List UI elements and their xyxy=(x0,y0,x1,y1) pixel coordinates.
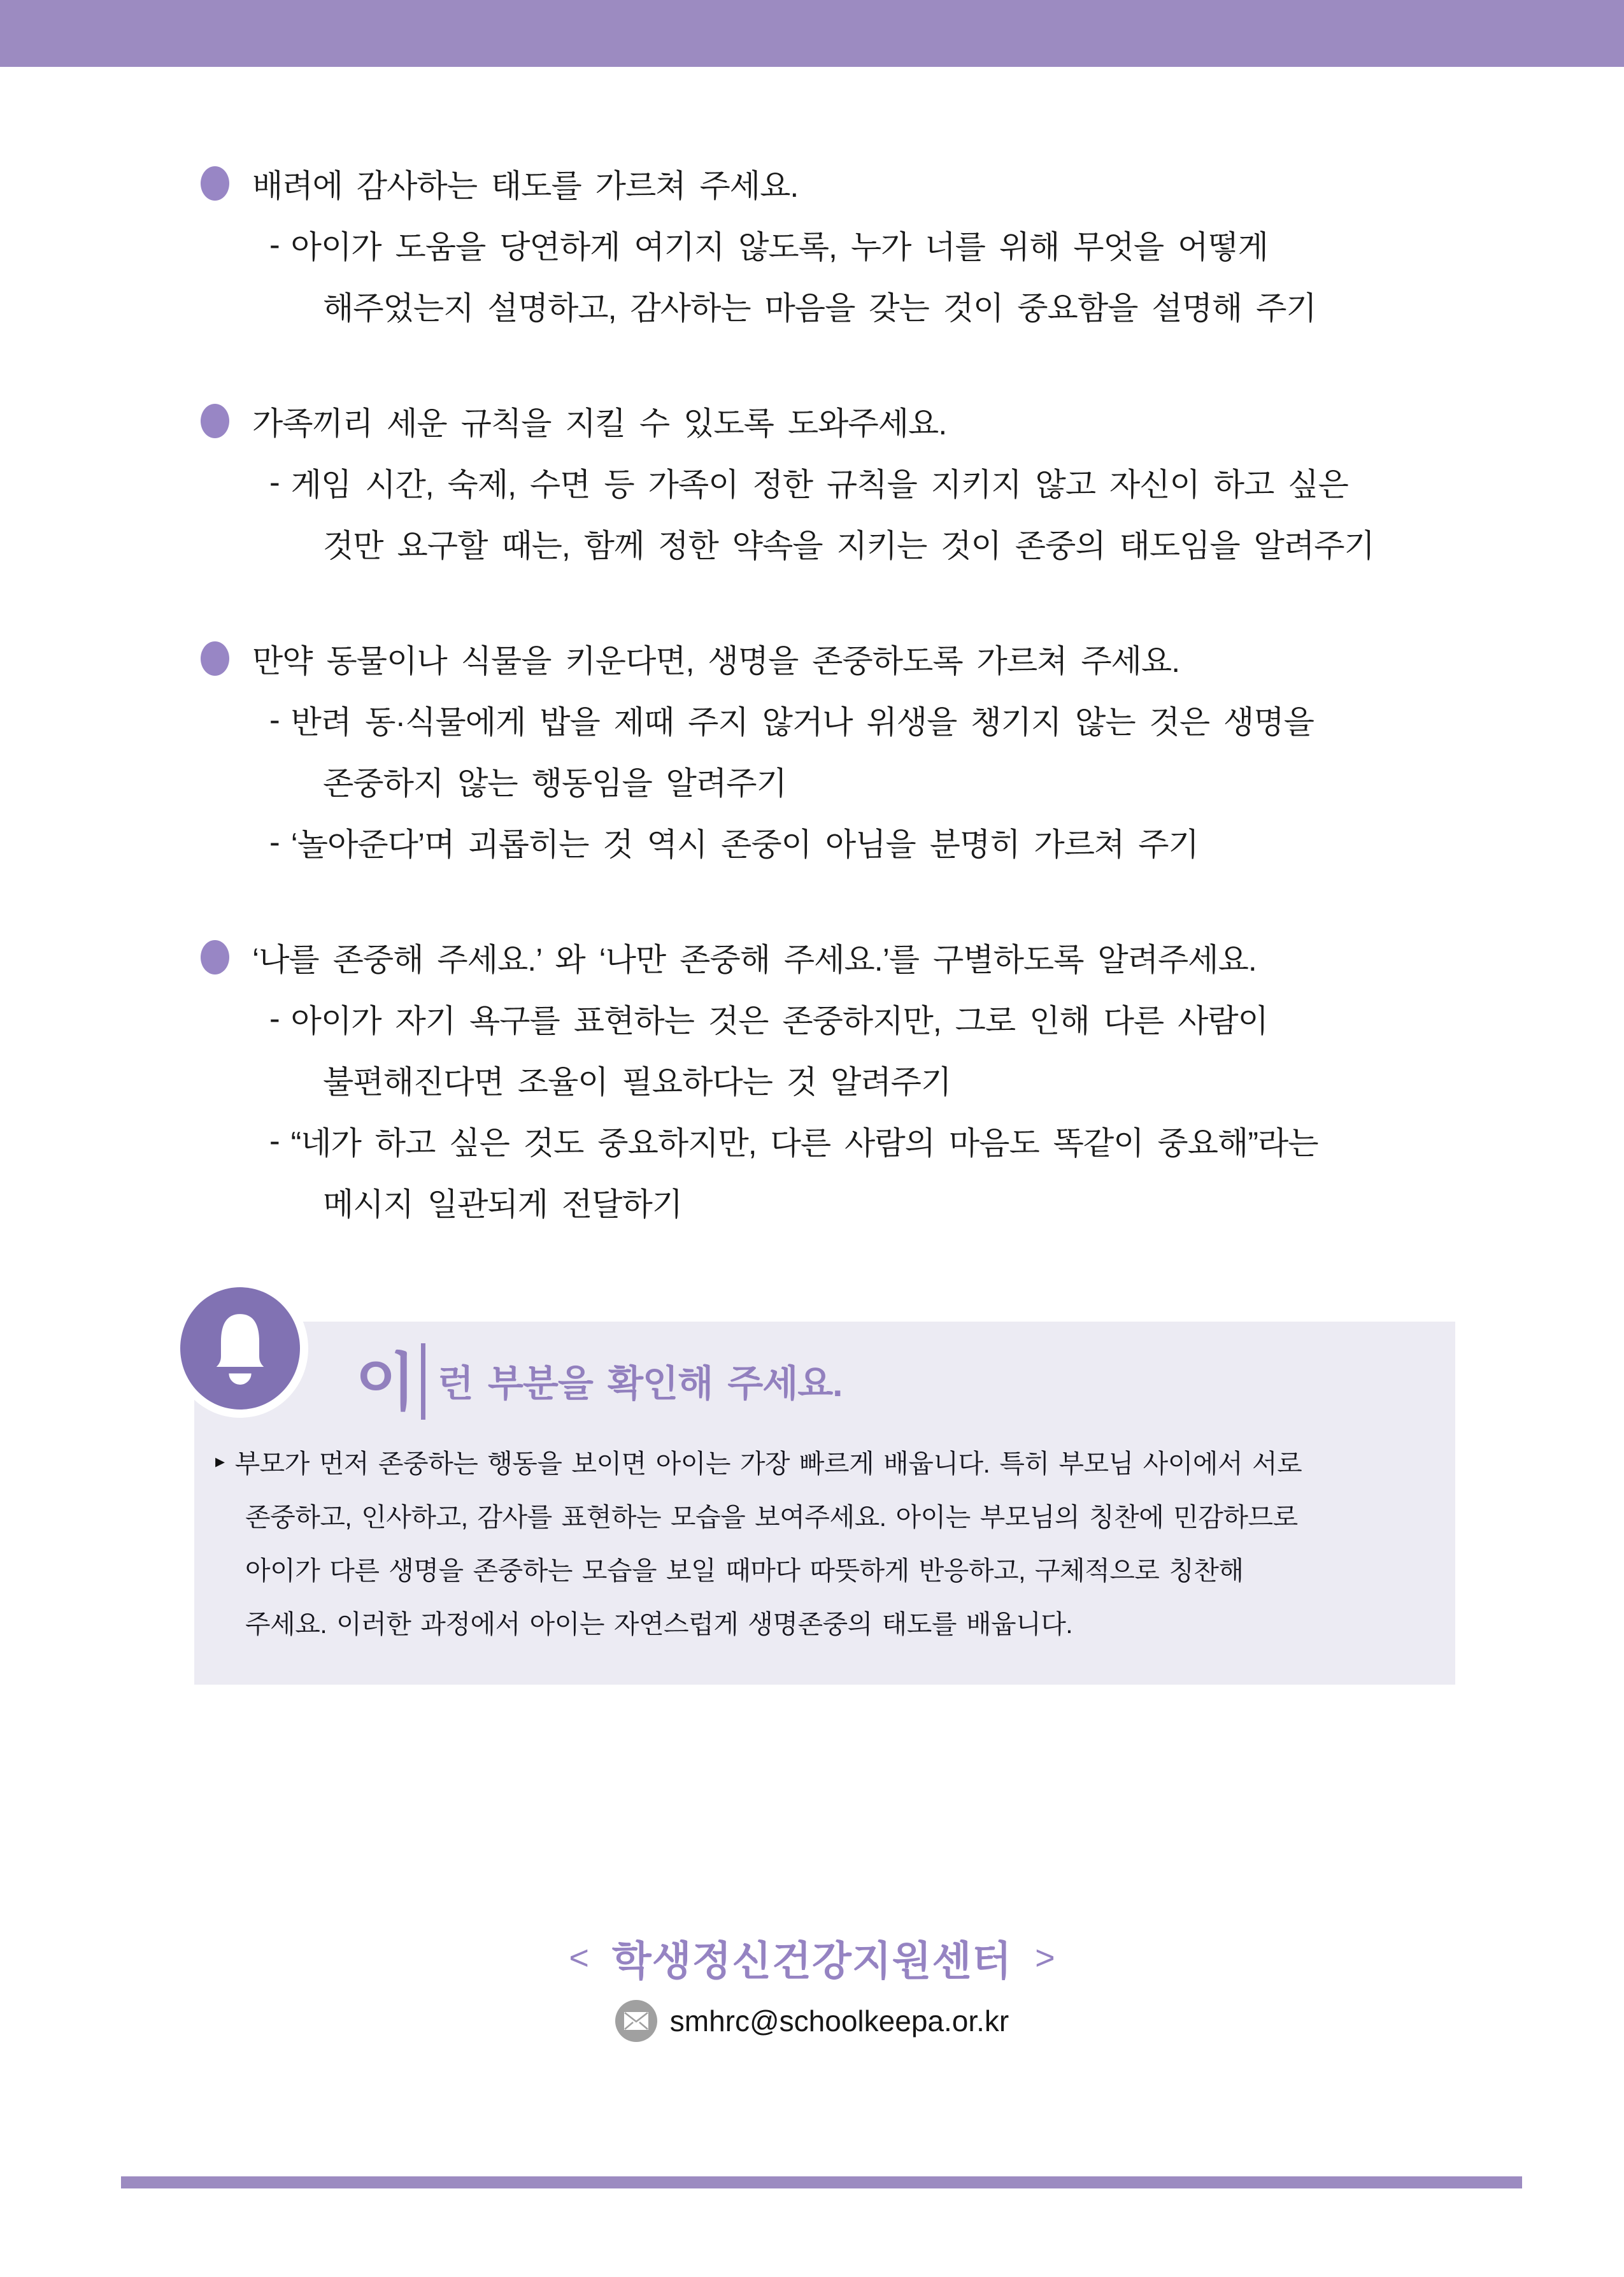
sub-item-continuation xyxy=(201,1171,1458,1232)
sub-item-text: “네가 하고 싶은 것도 중요하지만, 다른 사람의 마음도 똑같이 중요해”라는 xyxy=(290,1125,1318,1161)
callout-line xyxy=(215,1488,1438,1541)
center-name: 학생정신건강지원센터 xyxy=(611,1938,1013,1984)
callout-line-text: 주세요. 이러한 과정에서 아이는 자연스럽게 생명존중의 태도를 배웁니다. xyxy=(245,1609,1073,1639)
bullet-dot-icon xyxy=(201,166,229,201)
callout-title-text: 런 부분을 확인해 주세요. xyxy=(438,1363,843,1404)
callout-body xyxy=(215,1434,1438,1648)
section-headline-row xyxy=(201,628,1458,689)
guideline-section xyxy=(201,628,1458,873)
sub-item-text: 존중하지 않는 행동임을 알려주기 xyxy=(323,766,787,801)
section-headline: 가족끼리 세운 규칙을 지킬 수 있도록 도와주세요. xyxy=(252,406,947,441)
sub-item-continuation xyxy=(201,750,1458,811)
bottom-accent-bar xyxy=(121,2176,1522,2188)
sub-item-row xyxy=(201,988,1458,1049)
dash-marker: - xyxy=(269,227,280,262)
section-headline-row xyxy=(201,153,1458,214)
sub-item-text: 아이가 도움을 당연하게 여기지 않도록, 누가 너를 위해 무엇을 어떻게 xyxy=(290,229,1268,265)
sub-item-text: ‘놀아준다’며 괴롭히는 것 역시 존중이 아님을 분명히 가르쳐 주기 xyxy=(290,827,1199,862)
sub-item-continuation xyxy=(201,513,1458,574)
sub-item-row xyxy=(201,452,1458,513)
envelope-icon xyxy=(615,2000,657,2042)
section-headline-row xyxy=(201,390,1458,452)
sub-item-text: 메시지 일관되게 전달하기 xyxy=(323,1187,683,1222)
callout-line-text: 부모가 먼저 존중하는 행동을 보이면 아이는 가장 빠르게 배웁니다. 특히 부모님 사이에서 서로 xyxy=(234,1448,1302,1478)
dash-marker: - xyxy=(269,1001,280,1036)
right-bracket: > xyxy=(1035,1939,1055,1977)
dash-marker: - xyxy=(269,702,280,738)
dash-marker: - xyxy=(269,464,280,500)
bullet-dot-icon xyxy=(201,940,229,974)
sub-item-row xyxy=(201,214,1458,275)
bullet-dot-icon xyxy=(201,404,229,438)
sub-item-continuation xyxy=(201,1049,1458,1110)
sub-item-row xyxy=(201,689,1458,750)
sub-item-continuation xyxy=(201,275,1458,336)
sub-item-row xyxy=(201,1110,1458,1171)
guideline-section xyxy=(201,927,1458,1232)
arrow-marker-icon: ▸ xyxy=(215,1450,225,1472)
dash-marker: - xyxy=(269,824,280,860)
sub-item-text: 해주었는지 설명하고, 감사하는 마음을 갖는 것이 중요함을 설명해 주기 xyxy=(323,290,1316,326)
email-address: smhrc@schoolkeepa.or.kr xyxy=(669,2004,1009,2038)
callout-line xyxy=(215,1595,1438,1648)
sub-item-row xyxy=(201,811,1458,873)
footer-email-row xyxy=(0,2000,1624,2042)
guideline-section xyxy=(201,153,1458,336)
sub-item-text: 아이가 자기 욕구를 표현하는 것은 존중하지만, 그로 인해 다른 사람이 xyxy=(290,1003,1268,1039)
footer-center-title xyxy=(0,1929,1624,1987)
bell-badge xyxy=(172,1279,308,1418)
sub-item-text: 반려 동·식물에게 밥을 제때 주지 않거나 위생을 챙기지 않는 것은 생명을 xyxy=(290,704,1314,740)
guideline-list xyxy=(201,153,1458,1287)
bell-icon xyxy=(180,1287,300,1410)
sub-item-text: 불편해진다면 조율이 필요하다는 것 알려주기 xyxy=(323,1064,951,1100)
title-divider xyxy=(421,1343,425,1420)
bullet-dot-icon xyxy=(201,641,229,676)
section-headline: 만약 동물이나 식물을 키운다면, 생명을 존중하도록 가르쳐 주세요. xyxy=(252,643,1180,679)
section-headline-row xyxy=(201,927,1458,988)
dash-marker: - xyxy=(269,1123,280,1159)
sub-item-text: 것만 요구할 때는, 함께 정한 약속을 지키는 것이 존중의 태도임을 알려주기 xyxy=(323,528,1374,564)
callout-title-lead: 이 xyxy=(355,1346,415,1417)
callout-line xyxy=(215,1434,1438,1488)
sub-item-text: 게임 시간, 숙제, 수면 등 가족이 정한 규칙을 지키지 않고 자신이 하고 싶은 xyxy=(290,467,1348,503)
top-accent-bar xyxy=(0,0,1624,67)
callout-title xyxy=(355,1326,842,1428)
callout-line-text: 아이가 다른 생명을 존중하는 모습을 보일 때마다 따뜻하게 반응하고, 구체적으로 칭찬해 xyxy=(245,1555,1244,1585)
callout-line xyxy=(215,1541,1438,1595)
guideline-section xyxy=(201,390,1458,574)
section-headline: ‘나를 존중해 주세요.’ 와 ‘나만 존중해 주세요.’를 구별하도록 알려주세요. xyxy=(252,942,1257,978)
callout-line-text: 존중하고, 인사하고, 감사를 표현하는 모습을 보여주세요. 아이는 부모님의 칭찬에 민감하므로 xyxy=(245,1502,1298,1532)
section-headline: 배려에 감사하는 태도를 가르쳐 주세요. xyxy=(252,168,799,204)
left-bracket: < xyxy=(569,1939,589,1977)
